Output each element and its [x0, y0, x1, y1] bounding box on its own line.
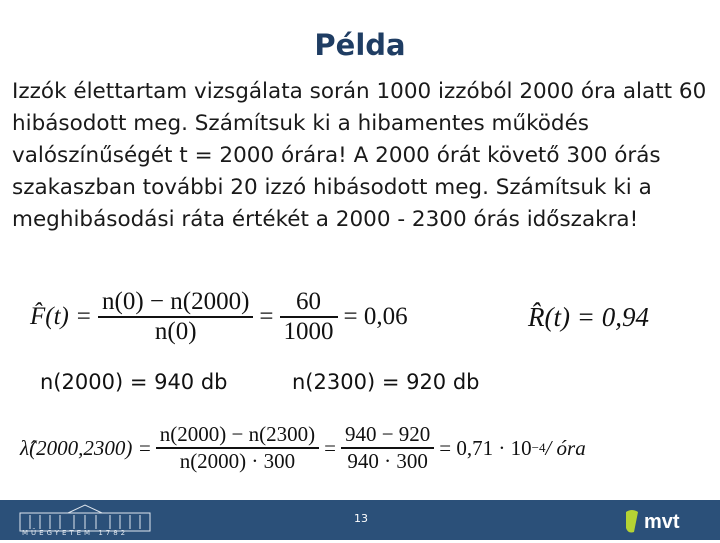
eq3-denominator: n(2000) · 300 — [179, 449, 296, 473]
department-logo-icon — [622, 506, 712, 536]
eq1-denominator: n(0) — [154, 318, 197, 345]
equation-lambda-hat — [20, 422, 586, 474]
eq3-unit: / óra — [545, 435, 586, 460]
count-2000: n(2000) = 940 db — [40, 370, 228, 394]
eq3-denominator-2: 940 · 300 — [347, 449, 428, 473]
university-logo-text: MŰEGYETEM 1782 — [22, 529, 129, 537]
eq3-fraction — [156, 422, 319, 474]
eq1-denominator-2: 1000 — [283, 318, 334, 345]
eq1-numerator-2: 60 — [280, 288, 338, 318]
equation-f-hat — [30, 288, 408, 346]
eq3-numerator: n(2000) − n(2300) — [156, 422, 319, 449]
eq3-numerator-2: 940 − 920 — [341, 422, 434, 449]
department-logo-label: mvt — [644, 511, 680, 533]
eq3-fraction-2 — [341, 422, 434, 474]
eq3-lhs: λ̂(2000,2300) = — [20, 435, 152, 460]
eq1-numerator: n(0) − n(2000) — [98, 288, 253, 318]
eq1-result: = 0,06 — [343, 303, 408, 330]
count-2300: n(2300) = 920 db — [292, 370, 480, 394]
equation-r-hat: R̂(t) = 0,94 — [528, 302, 649, 332]
eq1-fraction-2 — [280, 288, 338, 346]
eq1-fraction — [98, 288, 253, 346]
footer-bar — [0, 500, 720, 540]
problem-text: Izzók élettartam vizsgálata során 1000 izzóból 2000 óra alatt 60 hibásodott meg. Számítsuk ki a hibamentes működés valószínűségét t = 2000 órára! A 2000 órát követő 300 órás szakaszban további 20 izzó hibásodott meg. Számítsuk ki a meghibásodási ráta értékét a 2000 - 2300 órás időszakra! — [12, 79, 707, 232]
eq1-equals: = — [259, 303, 274, 330]
eq3-exponent: −4 — [531, 440, 546, 455]
page-number: 13 — [354, 512, 368, 525]
department-logo — [622, 506, 712, 540]
university-logo — [18, 503, 153, 543]
eq3-equals: = — [324, 435, 336, 460]
eq3-result: = 0,71 · 10 — [439, 435, 532, 460]
eq1-lhs: F̂(t) = — [30, 303, 92, 330]
slide-title: Példa — [314, 28, 406, 62]
